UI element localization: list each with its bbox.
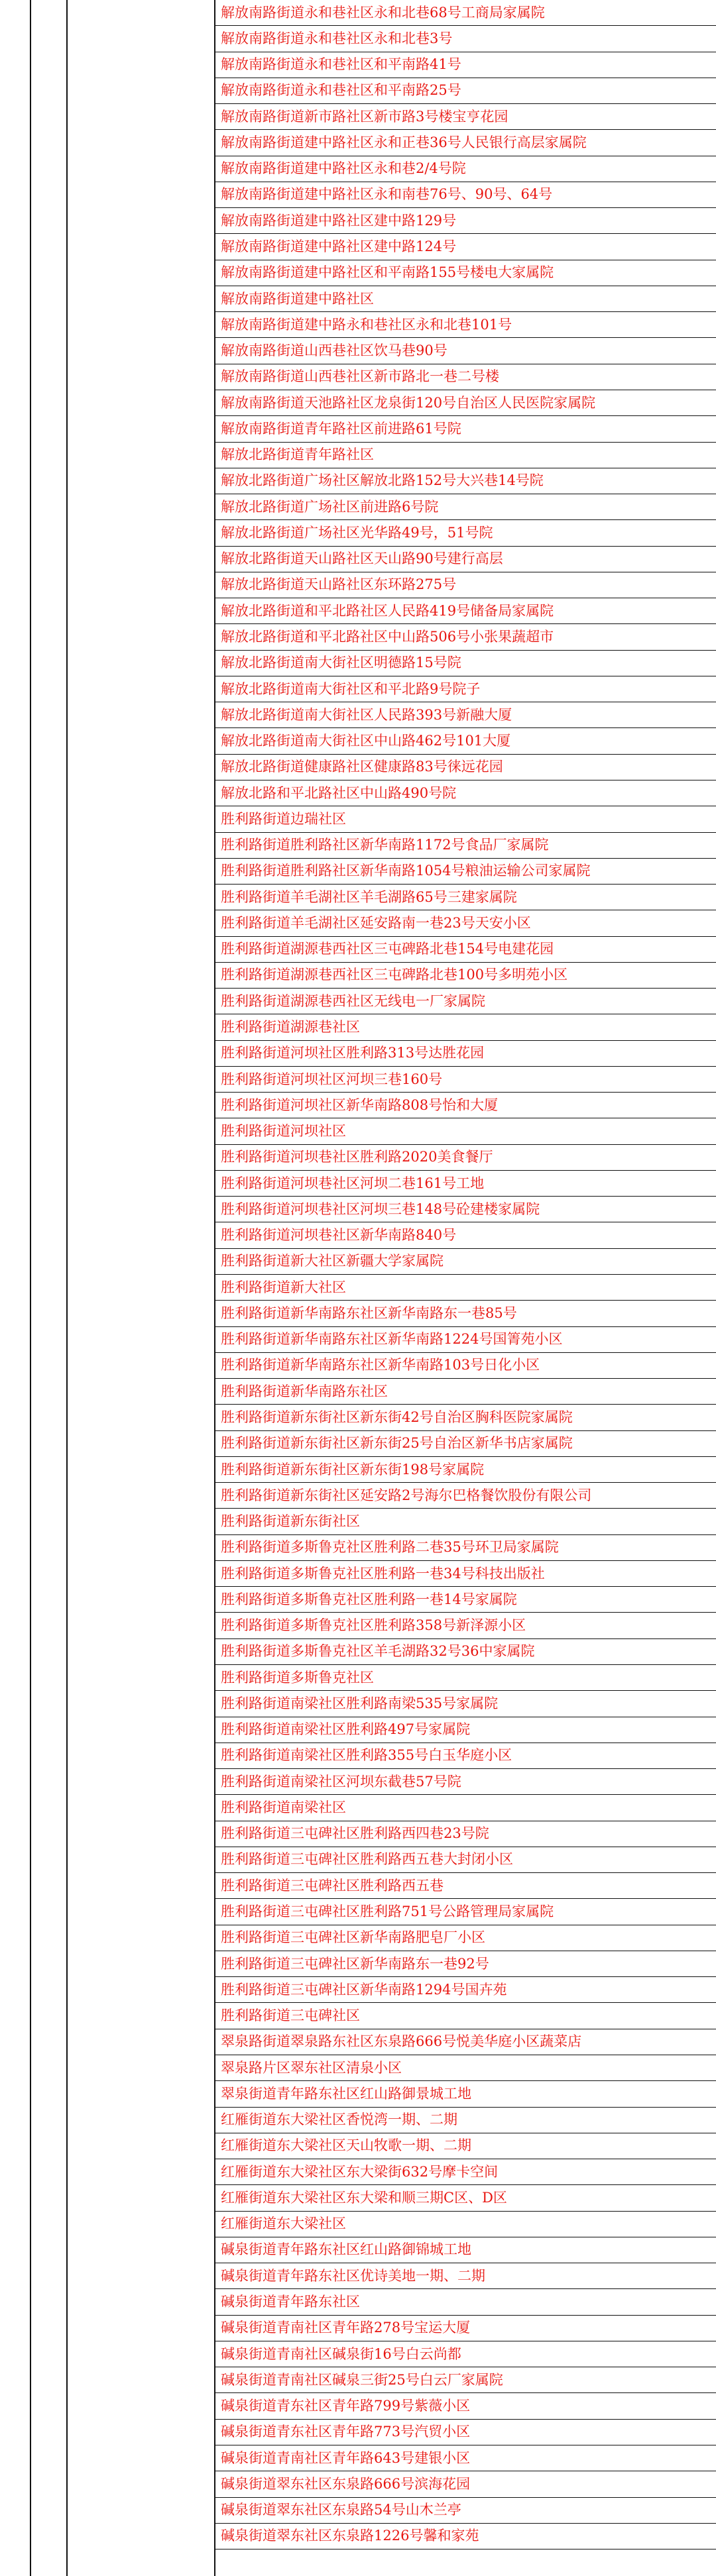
table-row: 胜利路街道南梁社区河坝东截巷57号院 xyxy=(214,1769,716,1795)
table-row: 胜利路街道湖源巷西社区三屯碑路北巷154号电建花园 xyxy=(214,937,716,963)
table-row: 胜利路街道羊毛湖社区延安路南一巷23号天安小区 xyxy=(214,910,716,936)
table-row: 胜利路街道河坝社区新华南路808号怡和大厦 xyxy=(214,1093,716,1118)
table-row: 胜利路街道河坝巷社区河坝三巷148号砼建楼家属院 xyxy=(214,1197,716,1222)
table-row: 碱泉街道青南社区碱泉三街25号白云厂家属院 xyxy=(214,2367,716,2393)
table-row: 胜利路街道河坝社区河坝三巷160号 xyxy=(214,1067,716,1093)
table-row: 解放南路街道永和巷社区和平南路25号 xyxy=(214,78,716,104)
table-row: 解放南路街道建中路社区永和南巷76号、90号、64号 xyxy=(214,182,716,208)
table-row: 解放南路街道新市路社区新市路3号楼宝亨花园 xyxy=(214,104,716,130)
table-row: 解放南路街道青年路社区前进路61号院 xyxy=(214,416,716,442)
table-row: 胜利路街道三屯碑社区新华南路1294号国卉苑 xyxy=(214,1977,716,2003)
table-row: 解放北路街道南大街社区和平北路9号院子 xyxy=(214,676,716,702)
table-row: 胜利路街道河坝社区胜利路313号达胜花园 xyxy=(214,1041,716,1067)
table-row: 胜利路街道河坝社区 xyxy=(214,1118,716,1144)
table-row: 解放南路街道建中路社区永和巷2/4号院 xyxy=(214,156,716,182)
table-row: 解放北路街道南大街社区中山路462号101大厦 xyxy=(214,728,716,754)
table-row: 胜利路街道新华南路东社区新华南路东一巷85号 xyxy=(214,1301,716,1326)
table-row: 解放南路街道永和巷社区和平南路41号 xyxy=(214,52,716,78)
table-row: 解放北路街道南大街社区人民路393号新融大厦 xyxy=(214,702,716,728)
table-row: 解放北路和平北路社区中山路490号院 xyxy=(214,780,716,806)
table-row: 碱泉街道翠东社区东泉路1226号馨和家苑 xyxy=(214,2524,716,2549)
table-row: 解放南路街道建中路社区建中路124号 xyxy=(214,234,716,260)
table-row: 解放南路街道建中路社区 xyxy=(214,286,716,312)
table-row: 胜利路街道胜利路社区新华南路1054号粮油运输公司家属院 xyxy=(214,859,716,885)
table-row: 胜利路街道胜利路社区新华南路1172号食品厂家属院 xyxy=(214,833,716,859)
table-row: 解放北路街道青年路社区 xyxy=(214,443,716,468)
table-row: 解放南路街道建中路社区建中路129号 xyxy=(214,208,716,234)
table-row: 翠泉街道青年路东社区红山路御景城工地 xyxy=(214,2081,716,2107)
table-row: 解放南路街道山西巷社区饮马巷90号 xyxy=(214,338,716,364)
table-row: 胜利路街道多斯鲁克社区羊毛湖路32号36中家属院 xyxy=(214,1639,716,1665)
table-row: 胜利路街道新大社区 xyxy=(214,1275,716,1301)
table-row: 碱泉街道青南社区青年路278号宝运大厦 xyxy=(214,2316,716,2341)
table-row: 碱泉街道翠东社区东泉路666号滨海花园 xyxy=(214,2471,716,2497)
table-row: 胜利路街道新东街社区延安路2号海尔巴格餐饮股份有限公司 xyxy=(214,1483,716,1509)
table-row: 胜利路街道新华南路东社区新华南路103号日化小区 xyxy=(214,1353,716,1379)
table-row: 解放南路街道永和巷社区永和北巷68号工商局家属院 xyxy=(214,0,716,26)
table-row: 胜利路街道湖源巷西社区三屯碑路北巷100号多明苑小区 xyxy=(214,963,716,989)
table-row: 胜利路街道三屯碑社区胜利路西四巷23号院 xyxy=(214,1821,716,1847)
table-row: 解放北路街道健康路社区健康路83号徕远花园 xyxy=(214,755,716,780)
table-row: 解放北路街道广场社区解放北路152号大兴巷14号院 xyxy=(214,468,716,494)
table-row: 胜利路街道三屯碑社区胜利路西五巷 xyxy=(214,1873,716,1899)
table-row: 胜利路街道多斯鲁克社区胜利路358号新泽源小区 xyxy=(214,1613,716,1638)
table-row: 胜利路街道三屯碑社区新华南路肥皂厂小区 xyxy=(214,1925,716,1951)
table-border-left xyxy=(30,0,31,2576)
table-row: 胜利路街道新东街社区新东街198号家属院 xyxy=(214,1457,716,1483)
table-row: 碱泉街道青年路东社区 xyxy=(214,2289,716,2315)
table-row: 解放北路街道天山路社区天山路90号建行高层 xyxy=(214,547,716,572)
table-row: 胜利路街道三屯碑社区胜利路751号公路管理局家属院 xyxy=(214,1899,716,1925)
table-row: 解放北路街道广场社区前进路6号院 xyxy=(214,494,716,520)
address-list xyxy=(214,0,716,2549)
table-row: 碱泉街道青南社区青年路643号建银小区 xyxy=(214,2445,716,2471)
table-row: 胜利路街道南梁社区胜利路497号家属院 xyxy=(214,1717,716,1743)
table-row: 胜利路街道三屯碑社区胜利路西五巷大封闭小区 xyxy=(214,1847,716,1873)
table-row: 红雁街道东大梁社区香悦湾一期、二期 xyxy=(214,2108,716,2133)
table-row: 碱泉街道青东社区青年路773号汽贸小区 xyxy=(214,2420,716,2445)
table-row: 解放北路街道和平北路社区人民路419号储备局家属院 xyxy=(214,598,716,624)
table-row: 胜利路街道边瑞社区 xyxy=(214,806,716,832)
table-row: 胜利路街道河坝巷社区胜利路2020美食餐厅 xyxy=(214,1145,716,1171)
table-row: 胜利路街道三屯碑社区新华南路东一巷92号 xyxy=(214,1951,716,1977)
table-row: 解放北路街道和平北路社区中山路506号小张果蔬超市 xyxy=(214,624,716,650)
table-row: 解放南路街道山西巷社区新市路北一巷二号楼 xyxy=(214,364,716,390)
table-row: 胜利路街道新东街社区 xyxy=(214,1509,716,1534)
table-row: 解放南路街道永和巷社区永和北巷3号 xyxy=(214,26,716,52)
table-row: 碱泉街道青东社区青年路799号紫薇小区 xyxy=(214,2393,716,2419)
table-row: 胜利路街道河坝巷社区河坝二巷161号工地 xyxy=(214,1171,716,1197)
table-row: 碱泉街道翠东社区东泉路54号山木兰亭 xyxy=(214,2498,716,2524)
table-row: 胜利路街道南梁社区胜利路南梁535号家属院 xyxy=(214,1691,716,1717)
table-row: 胜利路街道湖源巷西社区无线电一厂家属院 xyxy=(214,989,716,1014)
table-row: 解放南路街道天池路社区龙泉街120号自治区人民医院家属院 xyxy=(214,390,716,416)
table-row: 胜利路街道新东街社区新东街25号自治区新华书店家属院 xyxy=(214,1431,716,1457)
table-row: 胜利路街道三屯碑社区 xyxy=(214,2003,716,2029)
table-row: 胜利路街道湖源巷社区 xyxy=(214,1014,716,1040)
table-row: 红雁街道东大梁社区 xyxy=(214,2212,716,2237)
table-row: 解放南路街道建中路社区永和正巷36号人民银行高层家属院 xyxy=(214,130,716,156)
table-row: 碱泉街道青年路东社区红山路御锦城工地 xyxy=(214,2237,716,2263)
table-border-column-2 xyxy=(66,0,68,2576)
table-row: 胜利路街道多斯鲁克社区胜利路一巷14号家属院 xyxy=(214,1587,716,1613)
table-row: 胜利路街道南梁社区胜利路355号白玉华庭小区 xyxy=(214,1743,716,1769)
table-row: 胜利路街道新东街社区新东街42号自治区胸科医院家属院 xyxy=(214,1405,716,1430)
table-row: 翠泉路片区翠东社区清泉小区 xyxy=(214,2055,716,2081)
table-row: 解放北路街道广场社区光华路49号，51号院 xyxy=(214,520,716,546)
table-row: 红雁街道东大梁社区天山牧歌一期、二期 xyxy=(214,2133,716,2159)
table-row: 碱泉街道青年路东社区优诗美地一期、二期 xyxy=(214,2263,716,2289)
table-row: 胜利路街道新华南路东社区 xyxy=(214,1379,716,1405)
table-row: 胜利路街道河坝巷社区新华南路840号 xyxy=(214,1222,716,1248)
table-row: 解放北路街道南大街社区明德路15号院 xyxy=(214,651,716,676)
table-row: 解放南路街道建中路社区和平南路155号楼电大家属院 xyxy=(214,260,716,286)
table-row: 翠泉路街道翠泉路东社区东泉路666号悦美华庭小区蔬菜店 xyxy=(214,2029,716,2055)
table-row: 胜利路街道新大社区新疆大学家属院 xyxy=(214,1249,716,1275)
table-row: 胜利路街道多斯鲁克社区胜利路一巷34号科技出版社 xyxy=(214,1561,716,1587)
table-row: 碱泉街道青南社区碱泉街16号白云尚都 xyxy=(214,2341,716,2367)
table-row: 胜利路街道多斯鲁克社区 xyxy=(214,1665,716,1691)
table-row: 胜利路街道新华南路东社区新华南路1224号国箐苑小区 xyxy=(214,1327,716,1353)
table-row: 胜利路街道南梁社区 xyxy=(214,1795,716,1821)
table-row: 胜利路街道多斯鲁克社区胜利路二巷35号环卫局家属院 xyxy=(214,1535,716,1561)
table-row: 红雁街道东大梁社区东大梁街632号摩卡空间 xyxy=(214,2159,716,2185)
table-row: 解放北路街道天山路社区东环路275号 xyxy=(214,572,716,598)
table-row: 红雁街道东大梁社区东大梁和顺三期C区、D区 xyxy=(214,2185,716,2211)
table-row: 解放南路街道建中路永和巷社区永和北巷101号 xyxy=(214,312,716,338)
table-row: 胜利路街道羊毛湖社区羊毛湖路65号三建家属院 xyxy=(214,885,716,910)
